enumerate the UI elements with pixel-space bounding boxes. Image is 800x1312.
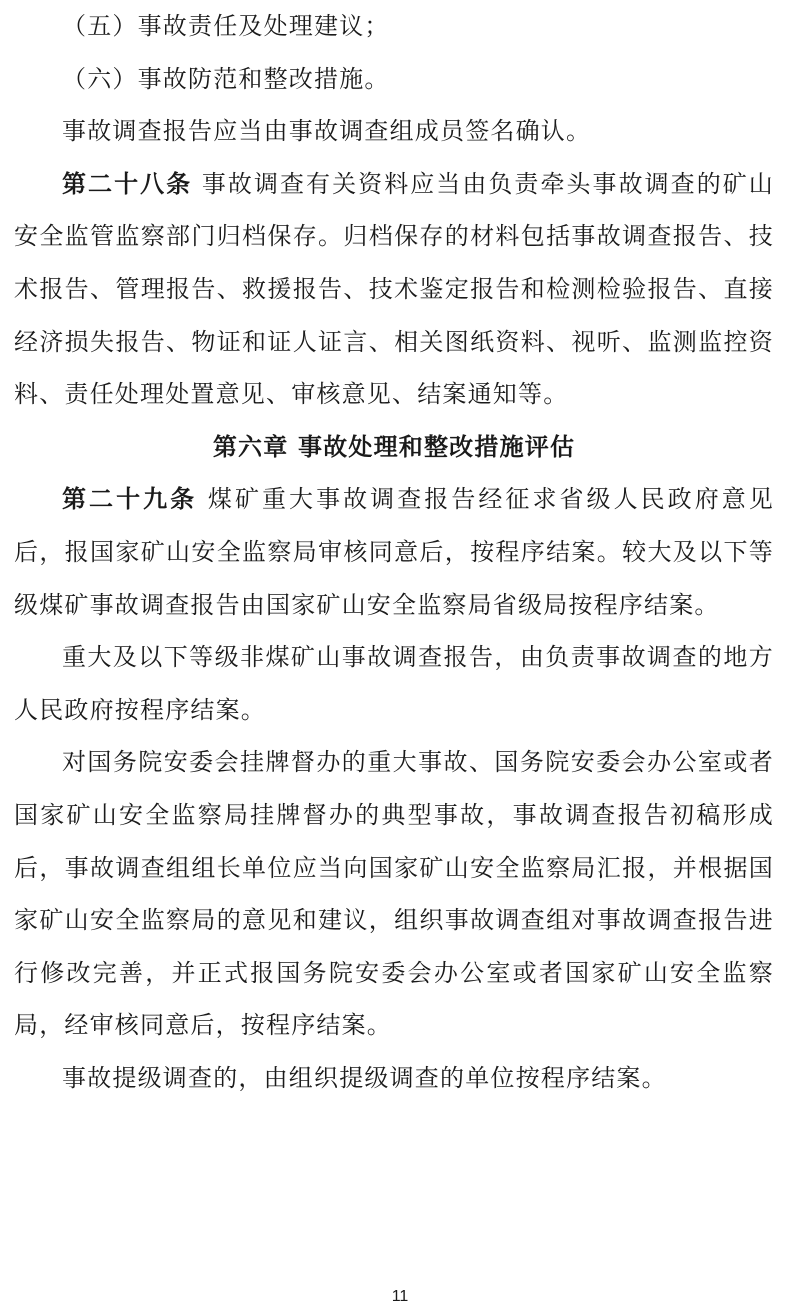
article-29-label: 第二十九条 (62, 484, 198, 514)
paragraph-supervised: 对国务院安委会挂牌督办的重大事故、国务院安委会办公室或者国家矿山安全监察局挂牌督办的典型事故，事故调查报告初稿形成后，事故调查组组长单位应当向国家矿山安全监察局汇报，并根据国家矿山安全监察局的意见和建议，组织事故调查组对事故调查报告进行修改完善，并正式报国务院安委会办公室或者国家矿山安全监察局，经审核同意后，按程序结案。 (14, 748, 774, 1040)
article-29-text: 煤矿重大事故调查报告经征求省级人民政府意见后，报国家矿山安全监察局审核同意后，按程序结案。较大及以下等级煤矿事故调查报告由国家矿山安全监察局省级局按程序结案。 (14, 485, 775, 619)
paragraph-non-coal: 重大及以下等级非煤矿山事故调查报告，由负责事故调查的地方人民政府按程序结案。 (14, 643, 774, 724)
signature-note: 事故调查报告应当由事故调查组成员签名确认。 (62, 117, 592, 146)
list-item-6: （六）事故防范和整改措施。 (62, 64, 390, 93)
list-item-5: （五）事故责任及处理建议； (62, 12, 390, 40)
article-29 (14, 473, 774, 631)
article-28-label: 第二十八条 (62, 168, 193, 198)
page-number: 11 (391, 1288, 409, 1305)
article-28-text: 事故调查有关资料应当由负责牵头事故调查的矿山安全监管监察部门归档保存。归档保存的材料包括事故调查报告、技术报告、管理报告、救援报告、技术鉴定报告和检测检验报告、直接经济损失报告、物证和证人证言、相关图纸资料、视听、监测监控资料、责任处理处置意见、审核意见、结案通知等。 (14, 169, 774, 409)
paragraph-escalated: 事故提级调查的，由组织提级调查的单位按程序结案。 (62, 1063, 667, 1092)
article-28 (14, 158, 774, 421)
document-body (14, 0, 774, 1104)
chapter-6-title: 第六章 事故处理和整改措施评估 (212, 431, 576, 461)
